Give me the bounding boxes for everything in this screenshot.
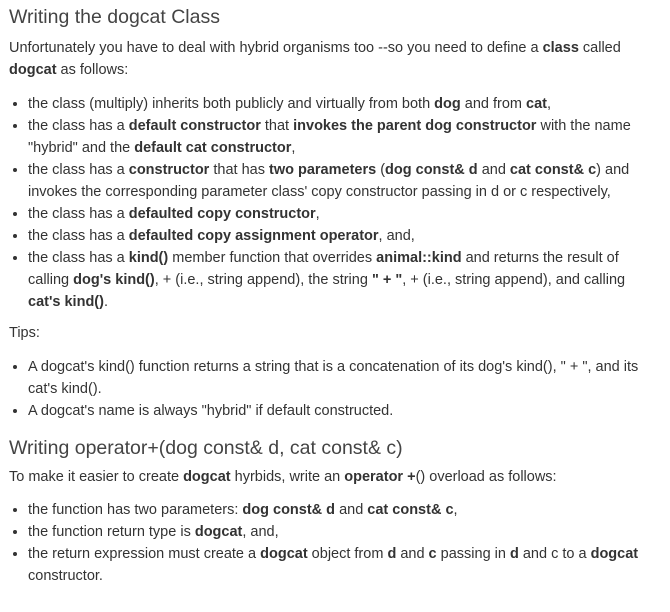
section-heading-dogcat-class: Writing the dogcat Class: [9, 6, 220, 28]
text-run: constructor.: [28, 568, 103, 584]
text-run: () overload as follows:: [415, 469, 557, 485]
operator-requirement-item: [28, 543, 660, 587]
text-run: the class has a: [28, 118, 129, 134]
bold-text: cat const& c: [367, 502, 454, 518]
bold-text: dogcat: [194, 524, 243, 540]
operator-requirement-item: [28, 521, 660, 543]
text-run: .: [103, 294, 108, 310]
bold-text: constructor: [128, 162, 210, 178]
bold-text: dog const& d: [242, 502, 336, 518]
text-run: (: [376, 162, 386, 178]
text-run: the class (multiply) inherits both publicly and virtually from both: [28, 96, 435, 112]
text-run: called: [578, 40, 621, 56]
bold-text: default constructor: [128, 118, 261, 134]
bold-text: d: [387, 546, 397, 562]
text-run: with the name "hybrid" and the: [28, 118, 631, 156]
bold-text: c: [428, 546, 437, 562]
text-run: hyrbids, write an: [230, 469, 345, 485]
bold-text: kind(): [128, 250, 169, 266]
bold-text: dogcat: [183, 469, 231, 485]
bold-text: dog's kind(): [73, 272, 155, 288]
text-run: and from: [460, 96, 527, 112]
text-run: passing in: [436, 546, 510, 562]
bold-text: default cat constructor: [134, 140, 292, 156]
requirement-item: [28, 115, 660, 159]
bold-text: defaulted copy constructor: [128, 206, 316, 222]
bold-text: defaulted copy assignment operator: [128, 228, 379, 244]
requirement-item: [28, 159, 660, 203]
bold-text: dog const& d: [385, 162, 478, 178]
text-run: , + (i.e., string append), and calling: [402, 272, 626, 288]
tip-item: [28, 400, 660, 422]
bold-text: cat const& c: [509, 162, 597, 178]
tip-item: [28, 356, 660, 400]
text-run: the class has a: [28, 206, 129, 222]
requirement-item: [28, 247, 660, 313]
text-run: object from: [307, 546, 388, 562]
text-run: ,: [291, 140, 296, 156]
bold-text: dogcat: [590, 546, 639, 562]
requirement-item: [28, 93, 660, 115]
text-run: To make it easier to create: [9, 469, 184, 485]
bold-text: two parameters: [268, 162, 377, 178]
text-run: the function return type is: [28, 524, 195, 540]
text-run: member function that overrides: [168, 250, 377, 266]
bold-text: dog: [434, 96, 461, 112]
requirement-item: [28, 225, 660, 247]
text-run: and c to a: [518, 546, 591, 562]
text-run: ) and invokes the corresponding parameter class' copy constructor passing in d or c respectively,: [28, 162, 630, 200]
text-run: ,: [453, 502, 458, 518]
text-run: the class has a: [28, 162, 129, 178]
text-run: and: [477, 162, 510, 178]
text-run: Unfortunately you have to deal with hybrid organisms too --so you need to define a: [9, 40, 543, 56]
requirements-list: [9, 93, 660, 313]
text-run: the return expression must create a: [28, 546, 261, 562]
bold-text: class: [542, 40, 579, 56]
text-run: and returns the result of calling: [28, 250, 619, 288]
text-run: , + (i.e., string append), the string: [154, 272, 372, 288]
tips-label: Tips:: [9, 325, 40, 341]
text-run: the class has a: [28, 228, 129, 244]
operator-requirement-item: [28, 499, 660, 521]
bold-text: animal::kind: [376, 250, 462, 266]
bold-text: cat: [526, 96, 547, 112]
bold-text: " + ": [371, 272, 403, 288]
section-heading-operator-plus: Writing operator+(dog const& d, cat const& c): [9, 437, 403, 459]
text-run: A dogcat's kind() function returns a string that is a concatenation of its dog's kind(), " + ", and its cat's kind().: [28, 359, 639, 397]
text-run: as follows:: [56, 62, 129, 78]
text-run: A dogcat's name is always "hybrid" if default constructed.: [28, 403, 394, 419]
text-run: ,: [547, 96, 552, 112]
bold-text: d: [509, 546, 519, 562]
text-run: ,: [315, 206, 320, 222]
requirement-item: [28, 203, 660, 225]
bold-text: dogcat: [9, 62, 57, 78]
section-intro: [9, 466, 660, 488]
bold-text: operator +: [344, 469, 416, 485]
bold-text: cat's kind(): [28, 294, 104, 310]
operator-requirements-list: [9, 499, 660, 587]
tips-list: [9, 356, 660, 422]
text-run: and: [396, 546, 429, 562]
text-run: the function has two parameters:: [28, 502, 243, 518]
text-run: the class has a: [28, 250, 129, 266]
text-run: and: [335, 502, 368, 518]
text-run: that: [260, 118, 294, 134]
text-run: , and,: [378, 228, 415, 244]
section-intro: [9, 37, 660, 81]
bold-text: dogcat: [260, 546, 308, 562]
text-run: that has: [209, 162, 269, 178]
bold-text: invokes the parent dog constructor: [293, 118, 537, 134]
text-run: , and,: [242, 524, 279, 540]
